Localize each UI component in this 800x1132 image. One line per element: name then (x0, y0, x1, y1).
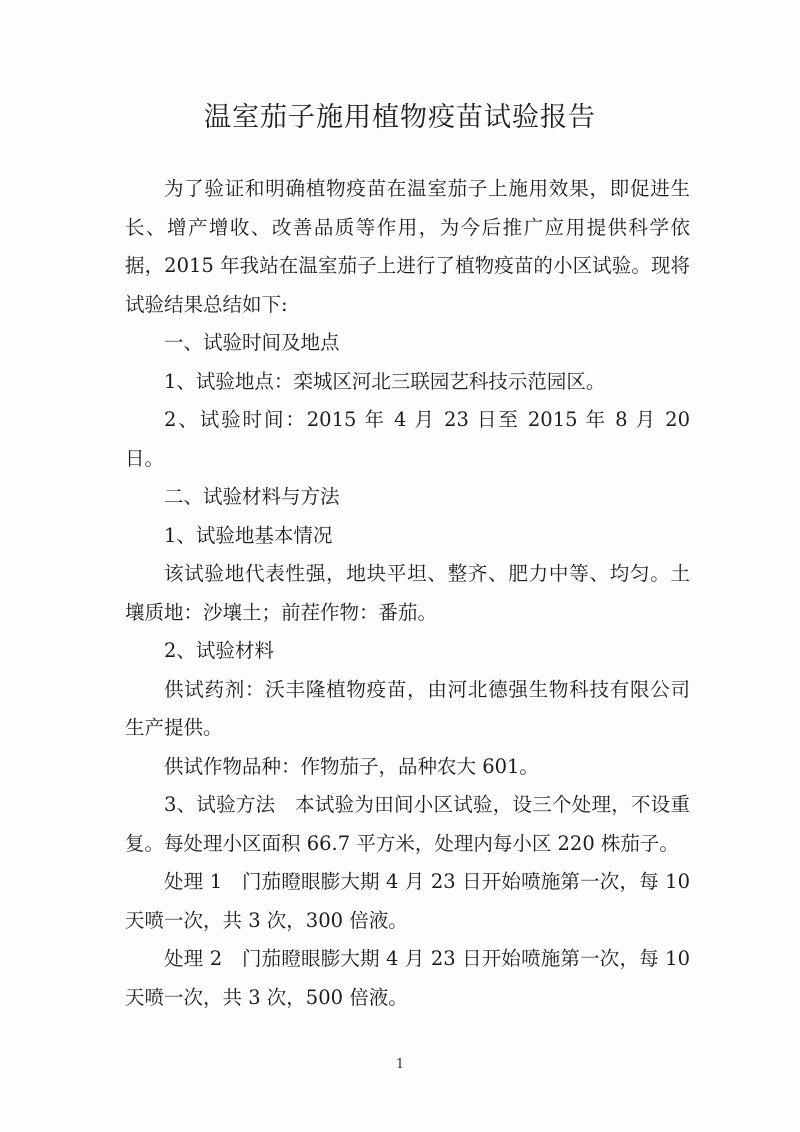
subheading-site-conditions: 1、试验地基本情况 (164, 523, 333, 547)
document-body (125, 170, 690, 1017)
subheading-materials: 2、试验材料 (164, 639, 274, 662)
crop-variety-paragraph: 供试作物品种：作物茄子，品种农大 601。 (164, 754, 539, 778)
test-method-paragraph: 3、试验方法 本试验为田间小区试验，设三个处理，不设重复。每处理小区面积 66.7 平方米，处理内每小区 220 株茄子。 (125, 793, 690, 855)
site-conditions-paragraph: 该试验地代表性强，地块平坦、整齐、肥力中等、均匀。土壤质地：沙壤土；前茬作物：番茄。 (125, 562, 690, 624)
section-heading-time-location: 一、试验时间及地点 (164, 331, 340, 354)
intro-paragraph: 为了验证和明确植物疫苗在温室茄子上施用效果，即促进生长、增产增收、改善品质等作用，为今后推广应用提供科学依据，2015 年我站在温室茄子上进行了植物疫苗的小区试验。现将试验结果总结如下: (125, 177, 690, 316)
document-title: 温室茄子施用植物疫苗试验报告 (204, 102, 596, 133)
section-heading-materials-methods: 二、试验材料与方法 (164, 485, 340, 508)
treatment-1-paragraph: 处理 1 门茄瞪眼膨大期 4 月 23 日开始喷施第一次，每 10 天喷一次，共 3 次，300 倍液。 (125, 870, 690, 932)
test-time-paragraph: 2、试验时间：2015 年 4 月 23 日至 2015 年 8 月 20 日。 (125, 408, 690, 470)
page-number: 1 (395, 1057, 405, 1072)
test-location-paragraph: 1、试验地点：栾城区河北三联园艺科技示范园区。 (164, 369, 606, 393)
test-agent-paragraph: 供试药剂：沃丰隆植物疫苗，由河北德强生物科技有限公司生产提供。 (125, 677, 690, 739)
treatment-2-paragraph: 处理 2 门茄瞪眼膨大期 4 月 23 日开始喷施第一次，每 10 天喷一次，共 3 次，500 倍液。 (125, 947, 690, 1009)
